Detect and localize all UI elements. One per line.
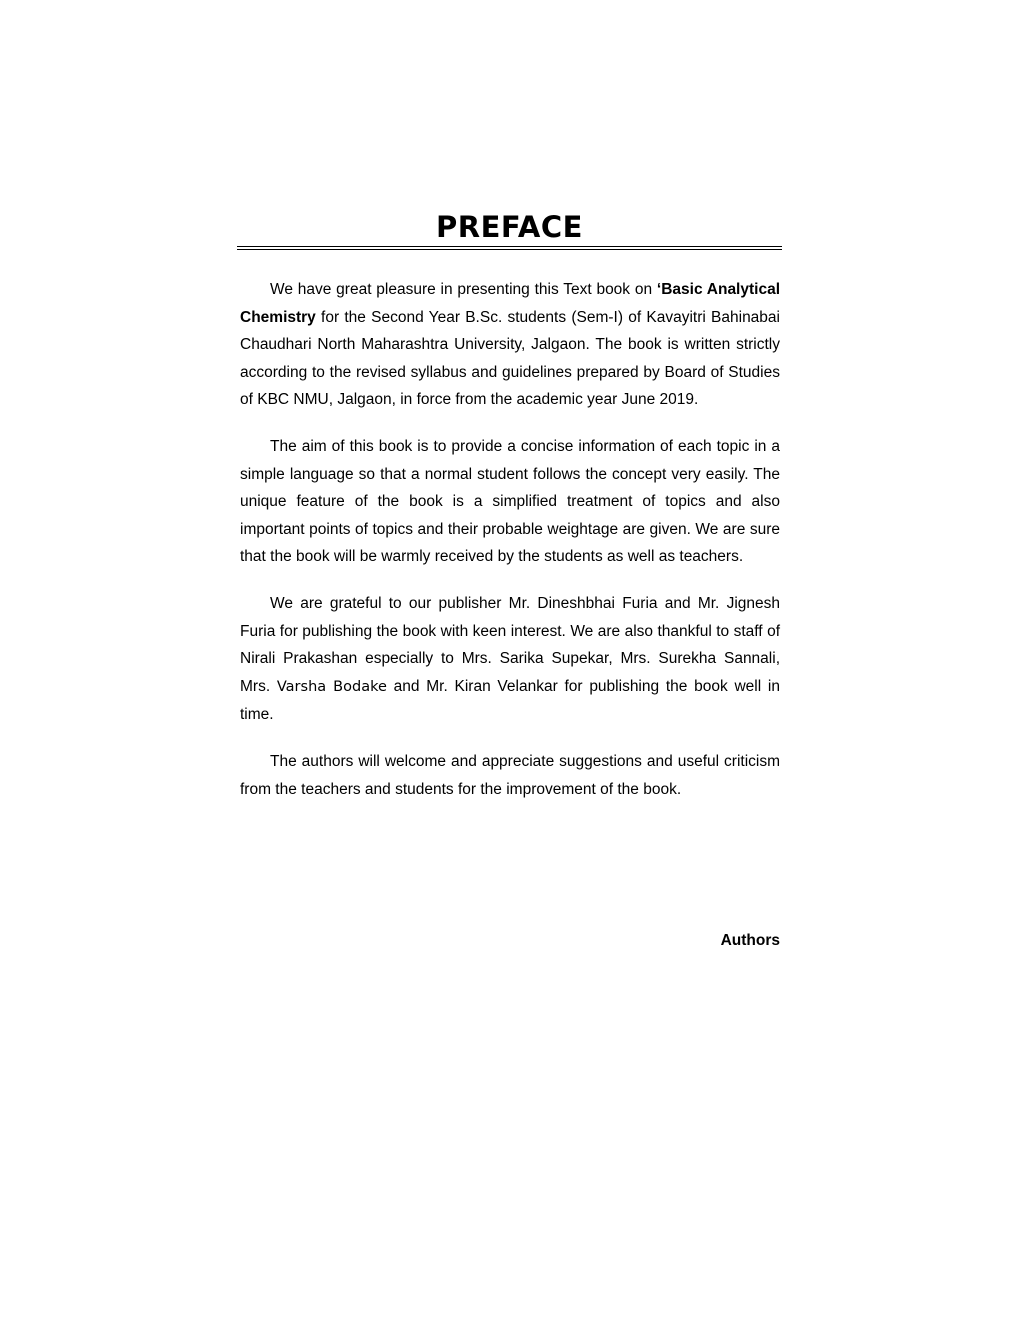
signature: Authors	[720, 932, 780, 949]
title-underline-bottom	[237, 249, 782, 250]
book-title: ‘Basic Analytical Chemistry	[240, 281, 781, 326]
title-underline-top	[237, 246, 782, 247]
paragraph-acknowledgements	[240, 590, 780, 729]
page-title: PREFACE	[436, 210, 583, 244]
paragraph-acknowledgements-text-start: We are grateful to our publisher Mr. Dineshbhai Furia and Mr. Jignesh Furia for publishing the book with keen interest. We are also thankful to staff of Nirali Prakashan especially to Mrs. Sarika Supekar, Mrs. Surekha Sannali, Mrs.	[240, 594, 780, 695]
paragraph-aim: The aim of this book is to provide a concise information of each topic in a simple language so that a normal student follows the concept very easily. The unique feature of the book is a simplified treatment of topics and also important points of topics and their probable weightage are given. We are sure that the book will be warmly received by the students as well as teachers.	[240, 437, 780, 566]
paragraph-intro-text-end: for the Second Year B.Sc. students (Sem-I) of Kavayitri Bahinabai Chaudhari North Maharashtra University, Jalgaon. The book is written strictly according to the revised syllabus and guidelines prepared by Board of Studies of KBC NMU, Jalgaon, in force from the academic year June 2019.	[240, 308, 780, 409]
paragraph-acknowledgements-text-end: and Mr. Kiran Velankar for publishing the book well in time.	[240, 677, 780, 724]
paragraph-intro	[240, 276, 780, 414]
paragraph-intro-text-start: We have great pleasure in presenting this Text book on	[270, 281, 657, 298]
paragraph-closing: The authors will welcome and appreciate suggestions and useful criticism from the teachers and students for the improvement of the book.	[240, 752, 780, 798]
preface-body	[240, 276, 780, 822]
staff-name: Varsha Bodake	[276, 678, 387, 695]
